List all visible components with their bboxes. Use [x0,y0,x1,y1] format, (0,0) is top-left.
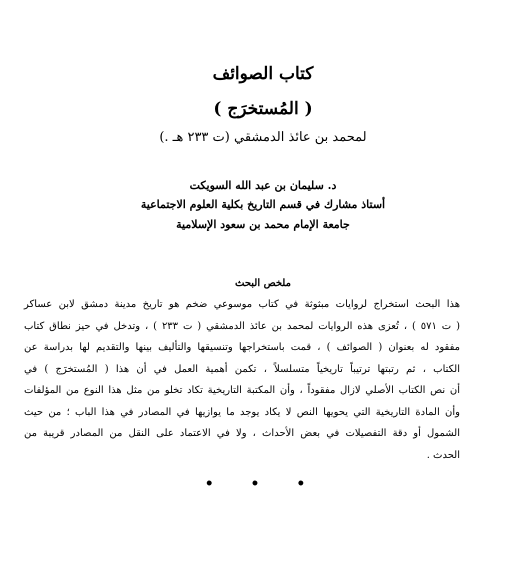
abstract-line: أن نص الكتاب الأصلي لازال مفقوداً ، وأن المكتبة التاريخية تكاد تخلو من مثل هذا النوع من المؤلفات [24,385,460,396]
author-line: لمحمد بن عائذ الدمشقي (ت ٢٣٣ هـ .) [159,130,367,145]
abstract-line: مفقود له بعنوان ( الصوائف ) ، قمت باستخراجها وتنسيقها والتأليف بينها والتقديم لها بدراسة عن [24,342,460,353]
abstract-heading: ملخص البحث [235,278,291,289]
researcher-name: د. سليمان بن عبد الله السويكت [189,179,337,192]
abstract-line: وأن المادة التاريخية التي يحويها النص لا يكاد يوجد ما يوازيها في المصادر في هذا الباب ؛ من حيث [24,406,460,418]
section-separator: • • • [204,476,322,492]
abstract-line: الكتاب ، ثم رتبتها ترتيباً تاريخياً متسلسلاً ، تكمن أهمية العمل في أن هذا ( المُستخرَج ) في [24,363,460,375]
researcher-university: جامعة الإمام محمد بن سعود الإسلامية [176,218,350,231]
researcher-position: أستاذ مشارك في قسم التاريخ بكلية العلوم الاجتماعية [140,198,386,211]
abstract-body [24,294,460,466]
abstract-line: الشمول أو دقة التفصيلات في بعض الأحداث ، ولا في الاعتماد على النقل من المصادر قريبة من [24,428,460,439]
abstract-line: هذا البحث استخراج لروايات مبثوثة في كتاب موسوعي ضخم هو تاريخ مدينة دمشق لابن عساكر [24,299,460,310]
abstract-line: الحدث . [426,449,460,461]
book-subtitle: ( المُستخرَج ) [213,99,313,119]
book-title: كتاب الصوائف [212,64,314,84]
abstract-line: ( ت ٥٧١ ) ، تُعزى هذه الروايات لمحمد بن عائذ الدمشقي ( ت ٢٣٣ ) ، وتدخل في حيز نطاق كتاب [24,320,460,332]
